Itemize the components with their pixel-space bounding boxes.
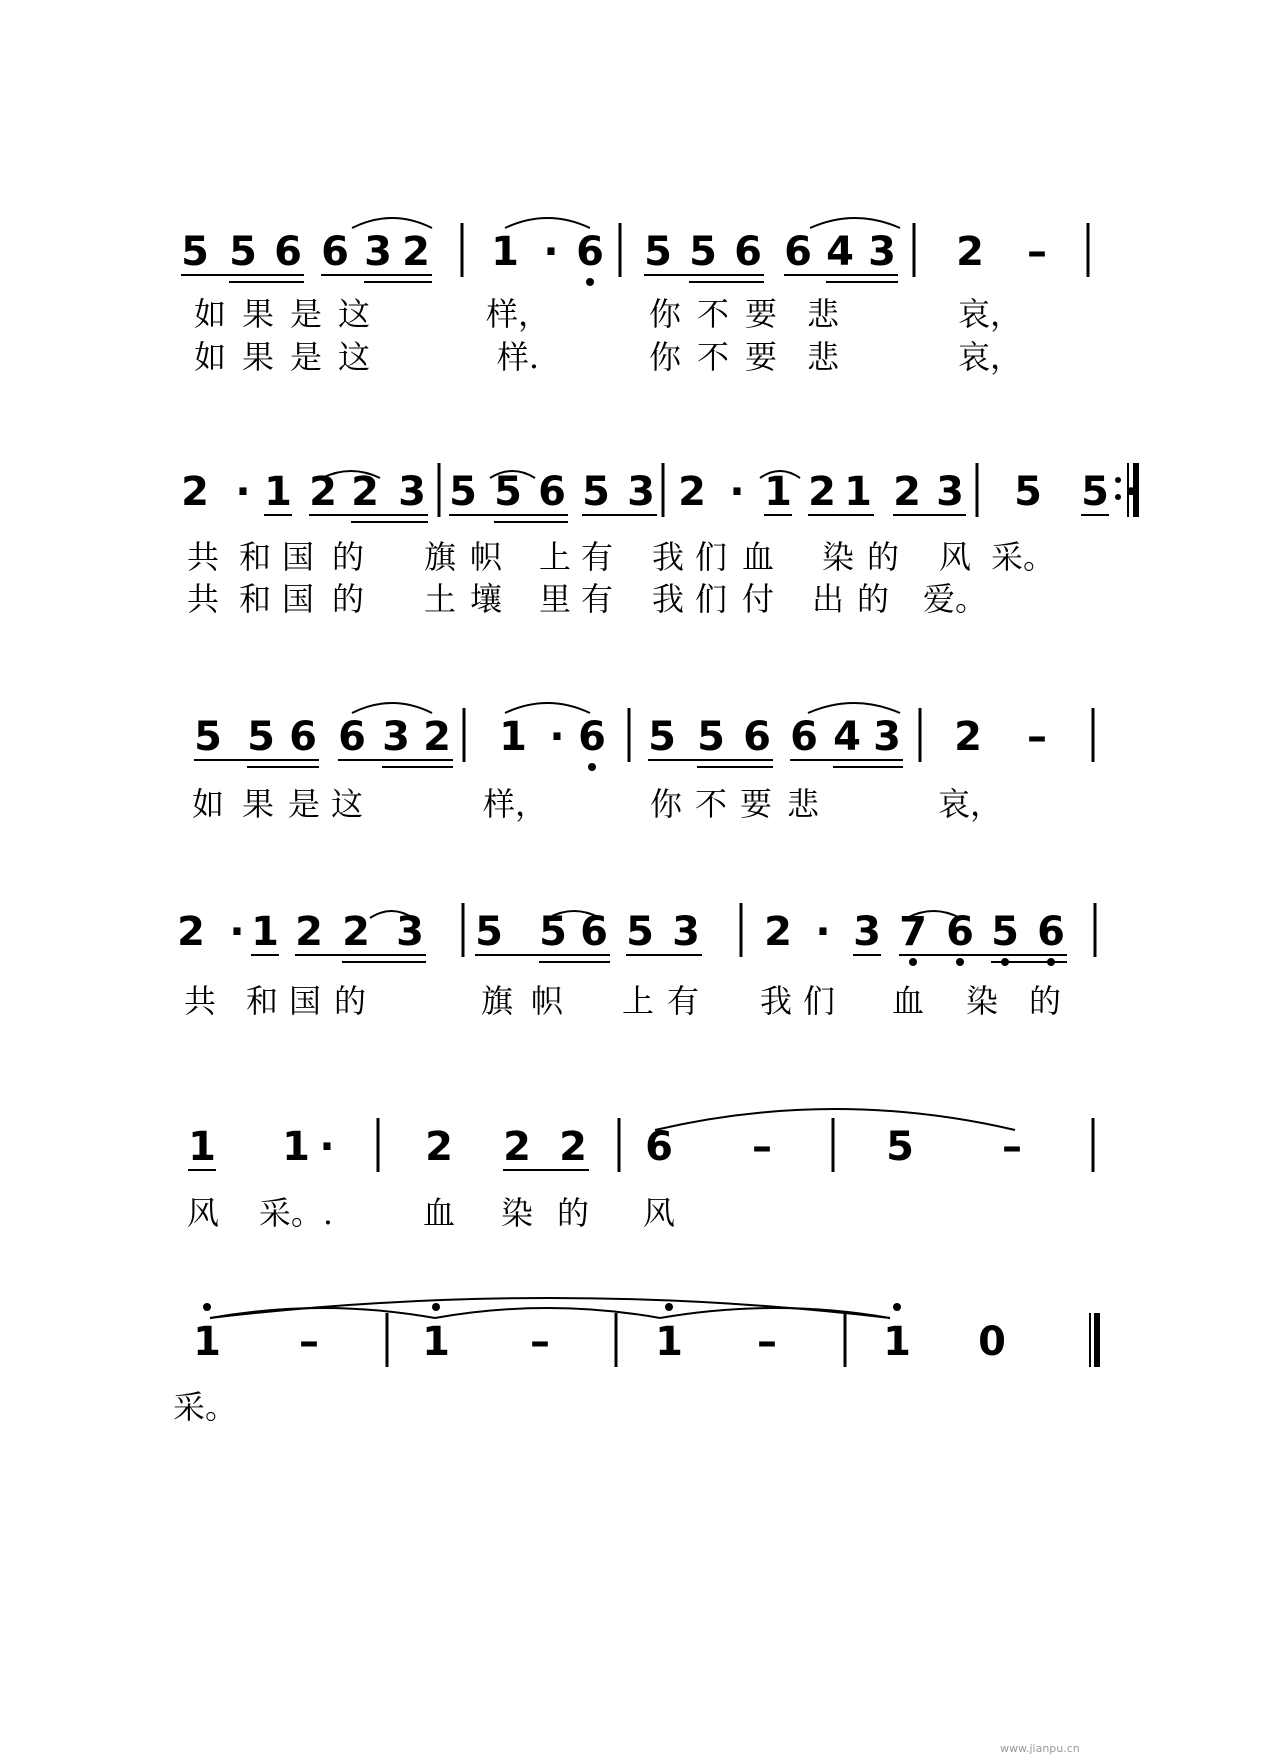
octave-dot-below [956,958,964,966]
lyric-syllable: 上 [538,538,572,576]
note: 5 [886,1124,914,1170]
lyric-syllable: 如 [191,785,225,823]
lyric-syllable: 染 [821,538,855,576]
note: 2 [808,469,836,515]
octave-dot-above [203,1303,211,1311]
lyric-syllable: 血 [891,982,925,1020]
note: 6 [946,909,974,955]
lyric-syllable: 土 [423,580,457,618]
octave-dot-below [909,958,917,966]
lyric-syllable: 如 [193,338,227,376]
lyric-syllable: 样， [482,785,548,823]
note: 2 [177,909,205,955]
lyric-syllable: 样. [496,338,540,376]
note: 2 [342,909,370,955]
note: 3 [364,229,392,275]
note: 1 [491,229,519,275]
lyric-syllable: 里 [538,580,572,618]
note: 6 [578,714,606,760]
lyric-syllable: 果 [241,295,275,333]
dash-sustain: – [530,1319,550,1365]
lyric-syllable: 染 [965,982,999,1020]
augmentation-dot: · [235,469,251,515]
lyric-syllable: 有 [666,982,700,1020]
octave-dot-above [665,1303,673,1311]
tie [210,1308,435,1318]
lyric-syllable: 共 [186,538,220,576]
note: 6 [784,229,812,275]
note: 2 [678,469,706,515]
lyric-syllable: 共 [183,982,217,1020]
note: 5 [1014,469,1042,515]
octave-dot-below [588,763,596,771]
note: 6 [274,229,302,275]
lyric-syllable: 采。. [258,1194,334,1232]
lyric-syllable: 要 [744,338,778,376]
note: 3 [672,909,700,955]
repeat-dot [1115,494,1121,500]
dash-sustain: – [1027,714,1047,760]
octave-dot-above [432,1303,440,1311]
dash-sustain: – [752,1124,772,1170]
lyric-syllable: 旗 [480,982,514,1020]
note: 2 [764,909,792,955]
note: 1 [422,1319,450,1365]
note: 2 [181,469,209,515]
lyric-syllable: 的 [866,538,900,576]
dash-sustain: – [1027,229,1047,275]
footer-watermark: www.jianpu.cn [1000,1742,1080,1755]
lyric-syllable: 是 [287,785,321,823]
lyric-syllable: 果 [241,785,275,823]
note: 5 [644,229,672,275]
lyric-syllable: 壤 [469,580,503,618]
lyric-syllable: 们 [802,982,836,1020]
note: 6 [1037,909,1065,955]
note: 1 [251,909,279,955]
note: 2 [351,469,379,515]
note: 6 [743,714,771,760]
lyric-syllable: 这 [337,295,371,333]
slur [352,218,432,228]
lyric-syllable: 如 [193,295,227,333]
lyric-syllable: 风 [642,1194,676,1232]
lyric-syllable: 不 [696,295,730,333]
note: 2 [309,469,337,515]
note: 3 [873,714,901,760]
lyric-syllable: 们 [694,580,728,618]
note: 2 [503,1124,531,1170]
note: 4 [833,714,861,760]
lyric-syllable: 不 [696,338,730,376]
note: 5 [1081,469,1109,515]
lyric-syllable: 的 [556,1194,590,1232]
note: 5 [689,229,717,275]
note: 5 [539,909,567,955]
note: 5 [697,714,725,760]
lyric-syllable: 和 [245,982,279,1020]
slur [505,703,590,713]
note: 3 [398,469,426,515]
note: 1 [188,1124,216,1170]
note: 1 [883,1319,911,1365]
lyric-syllable: 哀， [957,295,1023,333]
lyric-syllable: 旗 [423,538,457,576]
note: 2 [295,909,323,955]
lyric-syllable: 有 [580,580,614,618]
note: 5 [181,229,209,275]
note: 3 [868,229,896,275]
note: 5 [582,469,610,515]
note: 5 [648,714,676,760]
lyric-syllable: 共 [186,580,220,618]
note: 1 [499,714,527,760]
lyric-syllable: 有 [580,538,614,576]
dash-sustain: – [299,1319,319,1365]
lyric-syllable: 我 [759,982,793,1020]
lyrics-layer [173,295,1061,1426]
lyric-syllable: 的 [331,538,365,576]
note: 6 [289,714,317,760]
slur [810,218,900,228]
slur [505,218,590,228]
note: 1 [764,469,792,515]
note: 6 [580,909,608,955]
lyric-syllable: 的 [856,580,890,618]
lyric-syllable: 是 [289,338,323,376]
long-slur [655,1109,1015,1130]
lyric-syllable: 帜 [530,982,564,1020]
lyric-syllable: 的 [1028,982,1062,1020]
lyric-syllable: 我 [651,580,685,618]
augmentation-dot: · [1123,469,1139,515]
note: 3 [853,909,881,955]
lyric-syllable: 是 [289,295,323,333]
lyric-syllable: 爱。 [922,580,988,618]
lyric-syllable: 你 [649,785,683,823]
dash-sustain: – [757,1319,777,1365]
augmentation-dot: · [229,909,245,955]
lyric-syllable: 这 [337,338,371,376]
lyric-syllable: 悲 [786,785,820,823]
tie [435,1308,660,1318]
note: 2 [423,714,451,760]
lyric-syllable: 国 [288,982,322,1020]
lyric-syllable: 要 [739,785,773,823]
lyric-syllable: 血 [422,1194,456,1232]
note: 2 [956,229,984,275]
note: 6 [538,469,566,515]
note: 2 [893,469,921,515]
note: 5 [247,714,275,760]
lyric-syllable: 你 [648,338,682,376]
lyric-syllable: 哀， [937,785,1003,823]
lyric-syllable: 风 [938,538,972,576]
note: 3 [396,909,424,955]
note: 2 [954,714,982,760]
lyric-syllable: 哀， [957,338,1023,376]
augmentation-dot: · [319,1124,335,1170]
lyric-syllable: 血 [741,538,775,576]
note: 1 [264,469,292,515]
note: 3 [627,469,655,515]
lyric-syllable: 付 [741,580,775,618]
note: 7 [899,909,927,955]
lyric-syllable: 果 [241,338,275,376]
lyric-syllable: 国 [281,538,315,576]
note: 5 [626,909,654,955]
lyric-syllable: 帜 [469,538,503,576]
note: 5 [229,229,257,275]
lyric-syllable: 你 [648,295,682,333]
slur [808,703,900,713]
note: 0 [978,1319,1006,1365]
octave-dot-below [586,278,594,286]
note: 3 [936,469,964,515]
lyric-syllable: 要 [744,295,778,333]
note: 3 [382,714,410,760]
note: 5 [449,469,477,515]
note: 5 [194,714,222,760]
lyric-syllable: 和 [238,580,272,618]
lyric-syllable: 悲 [806,295,840,333]
note: 1 [844,469,872,515]
augmentation-dot: · [549,714,565,760]
lyric-syllable: 的 [331,580,365,618]
lyric-syllable: 上 [621,982,655,1020]
augmentation-dot: · [543,229,559,275]
octave-dot-above [893,1303,901,1311]
note: 5 [991,909,1019,955]
lyric-syllable: 的 [333,982,367,1020]
note: 1 [193,1319,221,1365]
slur [352,703,432,713]
lyric-syllable: 不 [694,785,728,823]
note: 1 [282,1124,310,1170]
note: 2 [402,229,430,275]
lyric-syllable: 样， [485,295,551,333]
note: 6 [576,229,604,275]
lyric-syllable: 国 [281,580,315,618]
lyric-syllable: 和 [238,538,272,576]
augmentation-dot: · [729,469,745,515]
note: 6 [734,229,762,275]
lyric-syllable: 染 [500,1194,534,1232]
lyric-syllable: 这 [330,785,364,823]
lyric-syllable: 我 [651,538,685,576]
tie [660,1308,890,1318]
lyric-syllable: 们 [694,538,728,576]
lyric-syllable: 采。 [990,538,1056,576]
note: 5 [494,469,522,515]
note: 6 [790,714,818,760]
dash-sustain: – [1002,1124,1022,1170]
note: 6 [321,229,349,275]
lyric-syllable: 风 [186,1194,220,1232]
note: 2 [425,1124,453,1170]
note: 5 [475,909,503,955]
note: 1 [655,1319,683,1365]
repeat-dot [1115,477,1121,483]
note: 4 [826,229,854,275]
lyric-syllable: 悲 [806,338,840,376]
lyric-syllable: 采。 [172,1388,238,1426]
lyric-syllable: 出 [811,580,845,618]
augmentation-dot: · [815,909,831,955]
note: 6 [645,1124,673,1170]
note: 2 [559,1124,587,1170]
note: 6 [338,714,366,760]
